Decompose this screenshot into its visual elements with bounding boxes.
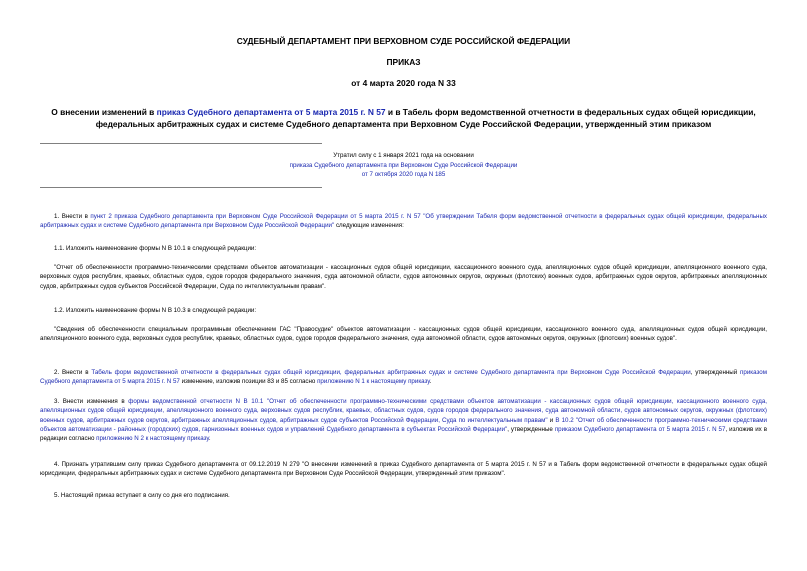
- paragraph-3-text: 3. Внести изменения в: [54, 398, 129, 405]
- paragraph-1-text: 1. Внести в: [54, 213, 91, 220]
- paragraph-2-appendix-link[interactable]: приложению N 1 к настоящему приказу: [317, 378, 430, 386]
- paragraph-5: 5. Настоящий приказ вступает в силу со дня его подписания.: [54, 492, 230, 499]
- paragraph-3-text-2: и: [547, 416, 556, 424]
- top-divider: [40, 143, 322, 144]
- paragraph-3-text-end: .: [208, 435, 211, 443]
- paragraph-3-order-link[interactable]: приказом Судебного департамента от 5 марта 2015 г. N 57: [554, 425, 726, 433]
- lapsed-text: Утратил силу с 1 января 2021 года на основании: [333, 152, 474, 159]
- bottom-divider: [40, 187, 322, 188]
- title-order-link[interactable]: приказ Судебного департамента от 5 марта 2015 г. N 57: [156, 107, 386, 117]
- title-text-1: О внесении изменений в: [51, 107, 157, 117]
- paragraph-2-text-3: изменение, изложив позиции 83 и 85 согласно: [179, 378, 318, 386]
- paragraph-3-text-4: , изложив их в редакции согласно: [40, 425, 768, 443]
- paragraph-2-text-end: .: [429, 378, 432, 386]
- paragraph-1-2: 1.2. Изложить наименование формы N В 10.3 в следующей редакции:: [54, 307, 257, 314]
- document-date-number: от 4 марта 2020 года N 33: [351, 78, 456, 88]
- document-title: [40, 106, 767, 130]
- paragraph-1-2-quote: "Сведения об обеспеченности специальным программным обеспечением ГАС "Правосудие" объектов автоматизации - кассационных судов общей юрисдикции, кассационного военного суда, апелляционных судов общей юрисдикции, апелляционного военного суда, верховных судов республик, краевых, областных судов, судов городов федерального значения, суда автономной области, судов автономных округов, окружных (флотских) военных судов".: [40, 326, 767, 343]
- paragraph-1-text-end: следующие изменения:: [334, 222, 404, 230]
- title-text-2: и в Табель форм ведомственной отчетности в федеральных судах общей юрисдикции, федеральных арбитражных судах и системе Судебного департамента при Верховном Суде Российской Федерации, утвержденный этим приказом: [95, 107, 756, 129]
- paragraph-3: [40, 397, 767, 443]
- paragraph-1-1: 1.1. Изложить наименование формы N В 10.1 в следующей редакции:: [54, 245, 257, 252]
- paragraph-3-appendix-link[interactable]: приложению N 2 к настоящему приказу: [96, 435, 209, 443]
- paragraph-1: [40, 212, 767, 231]
- paragraph-3-form-10-2-link[interactable]: В 10.2 "Отчет об обеспеченности программно-техническими средствами объектов автоматизации - районных (городских) судов, гарнизонных военных судов и управлений Судебного департамента в субъектах Российской Федерации": [40, 416, 767, 433]
- paragraph-4: 4. Признать утратившим силу приказ Судебного департамента от 09.12.2019 N 279 "О внесении изменений в приказ Судебного департамента от 5 марта 2015 г. N 57 и в Табель форм ведомственной отчетности в федеральных судах общей юрисдикции, федеральных арбитражных судах и системе Судебного департамента при Верховном Суде Российской Федерации, утвержденный этим приказом".: [40, 461, 767, 478]
- lapsed-notice: [280, 151, 527, 180]
- lapsed-order-link[interactable]: приказа Судебного департамента при Верховном Суде Российской Федерации: [289, 161, 518, 169]
- paragraph-1-1-quote: "Отчет об обеспеченности программно-техническими средствами объектов автоматизации - кассационных судов общей юрисдикции, кассационного военного суда, апелляционных судов общей юрисдикции, апелляционного военного суда, верховных судов республик, краевых, областных судов, судов городов федерального значения, суда автономной области, судов автономных округов, окружных (флотских) военных судов, арбитражных судов округов, арбитражных апелляционных судов, арбитражных судов субъектов Российской Федерации, Суда по интеллектуальным правам".: [40, 264, 767, 290]
- lapsed-order-date-link[interactable]: от 7 октября 2020 года N 185: [361, 171, 446, 178]
- paragraph-2-text: 2. Внести в: [54, 369, 92, 376]
- paragraph-3-text-3: , утвержденные: [507, 425, 555, 433]
- document-type: ПРИКАЗ: [386, 57, 421, 67]
- paragraph-3-form-10-1-link[interactable]: формы ведомственной отчетности N В 10.1 "Отчет об обеспеченности программно-техническими средствами объектов автоматизации - кассационных судов общей юрисдикции, кассационного военного суда, апелляционных судов общей юрисдикции, апелляционного военного суда, верховных судов республик, краевых, областных судов, судов городов федерального значения, суда автономной области, судов автономных округов, окружных (флотских) военных судов, арбитражных судов округов, арбитражных апелляционных судов, арбитражных судов субъектов Российской Федерации, Суда по интеллектуальным правам": [40, 398, 767, 424]
- paragraph-2-text-2: , утвержденный: [690, 369, 741, 376]
- paragraph-1-link[interactable]: пункт 2 приказа Судебного департамента при Верховном Суде Российской Федерации от 5 марта 2015 г. N 57 "Об утверждении Табеля форм ведомственной отчетности в федеральных судах общей юрисдикции, федеральных арбитражных судах и системе Судебного департамента при Верховном Суде Российской Федерации": [40, 213, 767, 230]
- paragraph-2-order-link[interactable]: приказом Судебного департамента от 5 марта 2015 г. N 57: [40, 369, 767, 386]
- organization-heading: СУДЕБНЫЙ ДЕПАРТАМЕНТ ПРИ ВЕРХОВНОМ СУДЕ РОССИЙСКОЙ ФЕДЕРАЦИИ: [236, 36, 571, 46]
- paragraph-2-tabel-link[interactable]: Табель форм ведомственной отчетности в федеральных судах общей юрисдикции, федеральных арбитражных судах и системе Судебного департамента при Верховном Суде Российской Федерации: [91, 369, 691, 376]
- paragraph-2: [40, 368, 767, 387]
